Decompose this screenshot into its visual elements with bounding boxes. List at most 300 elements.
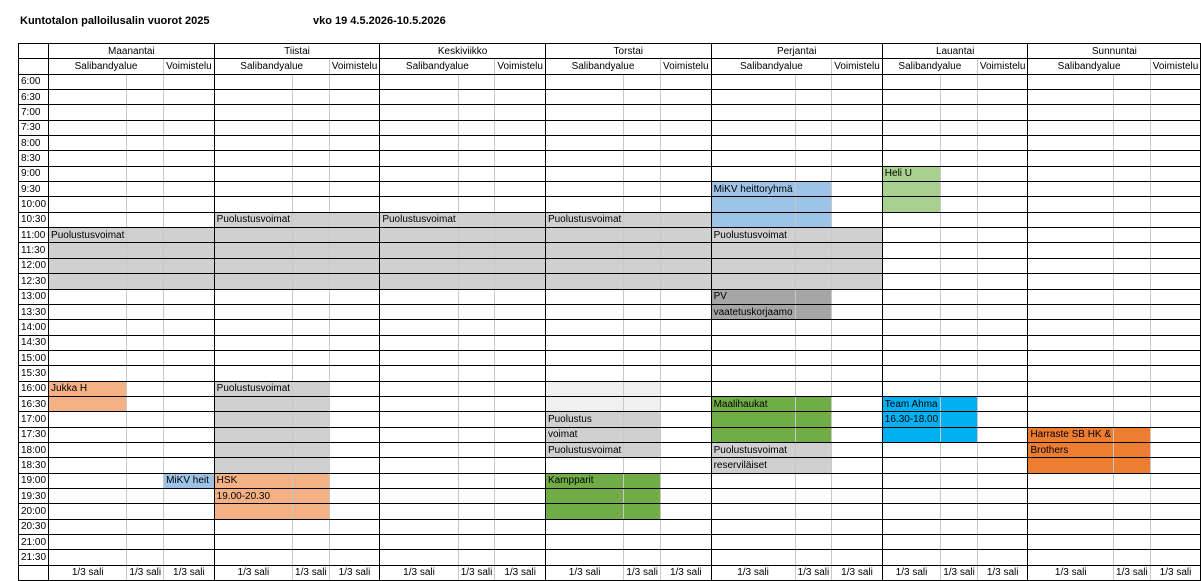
schedule-cell[interactable] bbox=[545, 550, 623, 565]
schedule-cell[interactable] bbox=[380, 304, 458, 319]
footer-capacity-cell[interactable]: 1/3 sali bbox=[214, 565, 292, 580]
schedule-cell[interactable] bbox=[661, 289, 712, 304]
schedule-cell[interactable] bbox=[293, 320, 330, 335]
booking-cell[interactable] bbox=[458, 243, 495, 258]
schedule-cell[interactable] bbox=[458, 136, 495, 151]
schedule-cell[interactable] bbox=[49, 366, 127, 381]
schedule-cell[interactable] bbox=[795, 136, 832, 151]
schedule-cell[interactable] bbox=[329, 442, 380, 457]
schedule-cell[interactable] bbox=[293, 519, 330, 534]
booking-cell[interactable] bbox=[214, 442, 292, 457]
schedule-cell[interactable] bbox=[1028, 166, 1114, 181]
schedule-cell[interactable] bbox=[941, 458, 978, 473]
schedule-cell[interactable] bbox=[49, 535, 127, 550]
schedule-cell[interactable] bbox=[164, 304, 215, 319]
schedule-cell[interactable] bbox=[329, 166, 380, 181]
schedule-cell[interactable] bbox=[977, 320, 1028, 335]
schedule-cell[interactable] bbox=[1114, 304, 1151, 319]
booking-cell[interactable] bbox=[293, 442, 330, 457]
schedule-cell[interactable] bbox=[661, 90, 712, 105]
booking-cell[interactable] bbox=[293, 488, 330, 503]
booking-cell[interactable] bbox=[545, 243, 623, 258]
schedule-cell[interactable] bbox=[49, 151, 127, 166]
booking-cell[interactable] bbox=[1114, 442, 1151, 457]
schedule-cell[interactable] bbox=[329, 335, 380, 350]
schedule-cell[interactable] bbox=[882, 289, 940, 304]
footer-capacity-cell[interactable]: 1/3 sali bbox=[545, 565, 623, 580]
schedule-cell[interactable] bbox=[127, 396, 164, 411]
booking-cell[interactable] bbox=[380, 228, 458, 243]
schedule-cell[interactable] bbox=[329, 366, 380, 381]
schedule-cell[interactable] bbox=[795, 366, 832, 381]
schedule-cell[interactable] bbox=[661, 458, 712, 473]
schedule-cell[interactable] bbox=[127, 442, 164, 457]
time-label[interactable]: 19:00 bbox=[19, 473, 49, 488]
schedule-cell[interactable] bbox=[127, 381, 164, 396]
schedule-cell[interactable] bbox=[795, 90, 832, 105]
schedule-cell[interactable] bbox=[795, 335, 832, 350]
schedule-cell[interactable] bbox=[977, 274, 1028, 289]
time-label[interactable]: 19:30 bbox=[19, 488, 49, 503]
schedule-cell[interactable] bbox=[164, 535, 215, 550]
schedule-cell[interactable] bbox=[832, 289, 883, 304]
booking-cell[interactable] bbox=[711, 304, 795, 319]
schedule-cell[interactable] bbox=[49, 442, 127, 457]
schedule-cell[interactable] bbox=[49, 458, 127, 473]
time-label[interactable]: 20:30 bbox=[19, 519, 49, 534]
schedule-cell[interactable] bbox=[164, 550, 215, 565]
schedule-cell[interactable] bbox=[941, 488, 978, 503]
schedule-cell[interactable] bbox=[495, 136, 546, 151]
schedule-cell[interactable] bbox=[1114, 335, 1151, 350]
schedule-cell[interactable] bbox=[832, 182, 883, 197]
schedule-cell[interactable] bbox=[458, 519, 495, 534]
day-header-6[interactable]: Sunnuntai bbox=[1028, 44, 1201, 59]
schedule-cell[interactable] bbox=[941, 304, 978, 319]
booking-cell[interactable] bbox=[711, 243, 795, 258]
schedule-cell[interactable] bbox=[380, 519, 458, 534]
booking-cell[interactable] bbox=[795, 304, 832, 319]
schedule-cell[interactable] bbox=[164, 396, 215, 411]
schedule-cell[interactable] bbox=[164, 90, 215, 105]
schedule-cell[interactable] bbox=[882, 366, 940, 381]
schedule-cell[interactable] bbox=[49, 473, 127, 488]
schedule-cell[interactable] bbox=[329, 304, 380, 319]
subheader-salibandy[interactable]: Salibandyalue bbox=[49, 59, 164, 74]
schedule-cell[interactable] bbox=[711, 105, 795, 120]
schedule-cell[interactable] bbox=[329, 504, 380, 519]
schedule-cell[interactable] bbox=[882, 274, 940, 289]
schedule-cell[interactable] bbox=[127, 535, 164, 550]
schedule-cell[interactable] bbox=[545, 335, 623, 350]
subheader-salibandy[interactable]: Salibandyalue bbox=[711, 59, 832, 74]
schedule-cell[interactable] bbox=[795, 166, 832, 181]
schedule-cell[interactable] bbox=[293, 289, 330, 304]
time-label[interactable]: 16:30 bbox=[19, 396, 49, 411]
schedule-cell[interactable] bbox=[380, 473, 458, 488]
schedule-cell[interactable] bbox=[941, 442, 978, 457]
schedule-cell[interactable] bbox=[1114, 182, 1151, 197]
schedule-cell[interactable] bbox=[380, 458, 458, 473]
schedule-cell[interactable] bbox=[164, 381, 215, 396]
schedule-cell[interactable] bbox=[941, 258, 978, 273]
footer-capacity-cell[interactable]: 1/3 sali bbox=[661, 565, 712, 580]
booking-cell[interactable] bbox=[545, 427, 623, 442]
schedule-cell[interactable] bbox=[495, 289, 546, 304]
schedule-cell[interactable] bbox=[832, 473, 883, 488]
schedule-cell[interactable] bbox=[458, 182, 495, 197]
schedule-cell[interactable] bbox=[977, 182, 1028, 197]
booking-cell[interactable] bbox=[214, 228, 292, 243]
time-label[interactable]: 8:30 bbox=[19, 151, 49, 166]
schedule-cell[interactable] bbox=[1028, 151, 1114, 166]
schedule-cell[interactable] bbox=[832, 212, 883, 227]
time-label[interactable]: 13:30 bbox=[19, 304, 49, 319]
schedule-cell[interactable] bbox=[941, 90, 978, 105]
schedule-cell[interactable] bbox=[624, 366, 661, 381]
schedule-cell[interactable] bbox=[1150, 442, 1201, 457]
schedule-cell[interactable] bbox=[1028, 243, 1114, 258]
schedule-cell[interactable] bbox=[329, 396, 380, 411]
schedule-cell[interactable] bbox=[458, 488, 495, 503]
schedule-cell[interactable] bbox=[214, 166, 292, 181]
schedule-cell[interactable] bbox=[624, 166, 661, 181]
booking-cell[interactable] bbox=[545, 228, 623, 243]
booking-cell[interactable] bbox=[495, 228, 546, 243]
schedule-cell[interactable] bbox=[1028, 258, 1114, 273]
subheader-salibandy[interactable]: Salibandyalue bbox=[380, 59, 495, 74]
schedule-cell[interactable] bbox=[380, 197, 458, 212]
time-label[interactable]: 11:00 bbox=[19, 228, 49, 243]
schedule-cell[interactable] bbox=[941, 504, 978, 519]
schedule-cell[interactable] bbox=[795, 350, 832, 365]
schedule-cell[interactable] bbox=[127, 350, 164, 365]
time-label[interactable]: 21:00 bbox=[19, 535, 49, 550]
schedule-cell[interactable] bbox=[495, 519, 546, 534]
schedule-cell[interactable] bbox=[882, 136, 940, 151]
booking-cell[interactable] bbox=[545, 412, 623, 427]
booking-cell[interactable] bbox=[795, 243, 832, 258]
schedule-cell[interactable] bbox=[49, 166, 127, 181]
schedule-cell[interactable] bbox=[661, 304, 712, 319]
schedule-cell[interactable] bbox=[127, 289, 164, 304]
schedule-cell[interactable] bbox=[545, 90, 623, 105]
schedule-cell[interactable] bbox=[329, 381, 380, 396]
schedule-cell[interactable] bbox=[458, 90, 495, 105]
schedule-cell[interactable] bbox=[832, 304, 883, 319]
booking-cell[interactable] bbox=[293, 458, 330, 473]
schedule-cell[interactable] bbox=[977, 151, 1028, 166]
booking-cell[interactable] bbox=[293, 258, 330, 273]
schedule-cell[interactable] bbox=[941, 151, 978, 166]
schedule-cell[interactable] bbox=[49, 120, 127, 135]
schedule-cell[interactable] bbox=[711, 366, 795, 381]
schedule-cell[interactable] bbox=[661, 427, 712, 442]
subheader-voimistelu[interactable]: Voimistelu bbox=[164, 59, 215, 74]
schedule-cell[interactable] bbox=[977, 442, 1028, 457]
booking-cell[interactable] bbox=[624, 381, 661, 396]
footer-capacity-cell[interactable]: 1/3 sali bbox=[293, 565, 330, 580]
booking-cell[interactable] bbox=[1114, 427, 1151, 442]
schedule-cell[interactable] bbox=[380, 396, 458, 411]
footer-capacity-cell[interactable]: 1/3 sali bbox=[458, 565, 495, 580]
schedule-cell[interactable] bbox=[1150, 105, 1201, 120]
schedule-cell[interactable] bbox=[545, 535, 623, 550]
footer-capacity-cell[interactable]: 1/3 sali bbox=[1150, 565, 1201, 580]
booking-cell[interactable] bbox=[458, 274, 495, 289]
booking-cell[interactable] bbox=[545, 442, 623, 457]
schedule-cell[interactable] bbox=[1028, 473, 1114, 488]
schedule-cell[interactable] bbox=[49, 488, 127, 503]
schedule-cell[interactable] bbox=[164, 320, 215, 335]
schedule-cell[interactable] bbox=[1028, 289, 1114, 304]
schedule-cell[interactable] bbox=[795, 550, 832, 565]
booking-cell[interactable] bbox=[329, 212, 380, 227]
schedule-cell[interactable] bbox=[832, 320, 883, 335]
schedule-cell[interactable] bbox=[941, 274, 978, 289]
schedule-cell[interactable] bbox=[1114, 550, 1151, 565]
schedule-cell[interactable] bbox=[127, 427, 164, 442]
booking-cell[interactable] bbox=[458, 228, 495, 243]
schedule-cell[interactable] bbox=[293, 105, 330, 120]
schedule-cell[interactable] bbox=[495, 350, 546, 365]
booking-cell[interactable] bbox=[495, 274, 546, 289]
booking-cell[interactable] bbox=[711, 258, 795, 273]
schedule-cell[interactable] bbox=[458, 105, 495, 120]
schedule-cell[interactable] bbox=[380, 120, 458, 135]
schedule-cell[interactable] bbox=[458, 304, 495, 319]
schedule-cell[interactable] bbox=[495, 535, 546, 550]
booking-cell[interactable] bbox=[214, 488, 292, 503]
schedule-cell[interactable] bbox=[832, 488, 883, 503]
schedule-cell[interactable] bbox=[545, 105, 623, 120]
schedule-cell[interactable] bbox=[164, 504, 215, 519]
schedule-cell[interactable] bbox=[293, 74, 330, 89]
schedule-cell[interactable] bbox=[127, 74, 164, 89]
schedule-cell[interactable] bbox=[214, 197, 292, 212]
booking-cell[interactable] bbox=[882, 427, 940, 442]
schedule-cell[interactable] bbox=[214, 289, 292, 304]
schedule-cell[interactable] bbox=[1114, 381, 1151, 396]
booking-cell[interactable] bbox=[214, 504, 292, 519]
booking-cell[interactable] bbox=[293, 412, 330, 427]
time-label[interactable]: 7:00 bbox=[19, 105, 49, 120]
schedule-cell[interactable] bbox=[164, 366, 215, 381]
schedule-cell[interactable] bbox=[661, 120, 712, 135]
schedule-cell[interactable] bbox=[49, 74, 127, 89]
booking-cell[interactable] bbox=[49, 381, 127, 396]
booking-cell[interactable] bbox=[1028, 427, 1114, 442]
schedule-cell[interactable] bbox=[624, 289, 661, 304]
schedule-cell[interactable] bbox=[624, 136, 661, 151]
schedule-cell[interactable] bbox=[49, 504, 127, 519]
schedule-cell[interactable] bbox=[882, 519, 940, 534]
schedule-cell[interactable] bbox=[49, 197, 127, 212]
schedule-cell[interactable] bbox=[495, 381, 546, 396]
schedule-cell[interactable] bbox=[795, 320, 832, 335]
schedule-cell[interactable] bbox=[458, 366, 495, 381]
schedule-cell[interactable] bbox=[1150, 166, 1201, 181]
time-label[interactable]: 7:30 bbox=[19, 120, 49, 135]
schedule-cell[interactable] bbox=[545, 366, 623, 381]
schedule-cell[interactable] bbox=[380, 442, 458, 457]
subheader-salibandy[interactable]: Salibandyalue bbox=[1028, 59, 1150, 74]
booking-cell[interactable] bbox=[624, 243, 661, 258]
schedule-cell[interactable] bbox=[495, 105, 546, 120]
booking-cell[interactable] bbox=[293, 473, 330, 488]
booking-cell[interactable] bbox=[164, 243, 215, 258]
schedule-cell[interactable] bbox=[1028, 396, 1114, 411]
booking-cell[interactable] bbox=[214, 258, 292, 273]
booking-cell[interactable] bbox=[624, 504, 661, 519]
booking-cell[interactable] bbox=[711, 197, 795, 212]
schedule-cell[interactable] bbox=[941, 535, 978, 550]
booking-cell[interactable] bbox=[711, 212, 795, 227]
booking-cell[interactable] bbox=[214, 412, 292, 427]
schedule-cell[interactable] bbox=[545, 166, 623, 181]
subheader-salibandy[interactable]: Salibandyalue bbox=[214, 59, 329, 74]
schedule-cell[interactable] bbox=[661, 412, 712, 427]
schedule-cell[interactable] bbox=[941, 136, 978, 151]
subheader-voimistelu[interactable]: Voimistelu bbox=[977, 59, 1028, 74]
schedule-cell[interactable] bbox=[127, 105, 164, 120]
schedule-cell[interactable] bbox=[1114, 289, 1151, 304]
schedule-cell[interactable] bbox=[977, 136, 1028, 151]
schedule-cell[interactable] bbox=[795, 120, 832, 135]
subheader-voimistelu[interactable]: Voimistelu bbox=[1150, 59, 1201, 74]
time-label[interactable]: 9:00 bbox=[19, 166, 49, 181]
schedule-cell[interactable] bbox=[380, 289, 458, 304]
schedule-cell[interactable] bbox=[1114, 151, 1151, 166]
schedule-cell[interactable] bbox=[127, 412, 164, 427]
booking-cell[interactable] bbox=[832, 258, 883, 273]
schedule-cell[interactable] bbox=[711, 550, 795, 565]
schedule-cell[interactable] bbox=[711, 320, 795, 335]
schedule-cell[interactable] bbox=[495, 442, 546, 457]
schedule-cell[interactable] bbox=[977, 381, 1028, 396]
schedule-cell[interactable] bbox=[329, 74, 380, 89]
schedule-cell[interactable] bbox=[941, 320, 978, 335]
schedule-cell[interactable] bbox=[380, 350, 458, 365]
schedule-cell[interactable] bbox=[795, 535, 832, 550]
footer-capacity-cell[interactable]: 1/3 sali bbox=[1028, 565, 1114, 580]
booking-cell[interactable] bbox=[380, 212, 458, 227]
schedule-cell[interactable] bbox=[711, 381, 795, 396]
schedule-cell[interactable] bbox=[545, 151, 623, 166]
schedule-cell[interactable] bbox=[711, 350, 795, 365]
booking-cell[interactable] bbox=[661, 258, 712, 273]
schedule-cell[interactable] bbox=[1028, 274, 1114, 289]
footer-capacity-cell[interactable]: 1/3 sali bbox=[495, 565, 546, 580]
booking-cell[interactable] bbox=[661, 243, 712, 258]
booking-cell[interactable] bbox=[495, 258, 546, 273]
footer-capacity-cell[interactable]: 1/3 sali bbox=[711, 565, 795, 580]
booking-cell[interactable] bbox=[832, 243, 883, 258]
schedule-cell[interactable] bbox=[977, 258, 1028, 273]
schedule-cell[interactable] bbox=[1150, 151, 1201, 166]
schedule-cell[interactable] bbox=[977, 550, 1028, 565]
schedule-cell[interactable] bbox=[832, 458, 883, 473]
schedule-cell[interactable] bbox=[1028, 120, 1114, 135]
schedule-cell[interactable] bbox=[329, 90, 380, 105]
schedule-cell[interactable] bbox=[1150, 304, 1201, 319]
schedule-cell[interactable] bbox=[458, 320, 495, 335]
time-label[interactable]: 13:00 bbox=[19, 289, 49, 304]
schedule-cell[interactable] bbox=[380, 182, 458, 197]
booking-cell[interactable] bbox=[624, 412, 661, 427]
schedule-cell[interactable] bbox=[127, 136, 164, 151]
schedule-cell[interactable] bbox=[1150, 182, 1201, 197]
booking-cell[interactable] bbox=[624, 274, 661, 289]
schedule-cell[interactable] bbox=[941, 243, 978, 258]
schedule-cell[interactable] bbox=[832, 427, 883, 442]
schedule-cell[interactable] bbox=[832, 120, 883, 135]
schedule-cell[interactable] bbox=[661, 396, 712, 411]
schedule-cell[interactable] bbox=[1028, 136, 1114, 151]
schedule-cell[interactable] bbox=[941, 105, 978, 120]
schedule-cell[interactable] bbox=[49, 519, 127, 534]
schedule-cell[interactable] bbox=[832, 350, 883, 365]
schedule-cell[interactable] bbox=[458, 535, 495, 550]
schedule-cell[interactable] bbox=[832, 442, 883, 457]
schedule-cell[interactable] bbox=[1150, 396, 1201, 411]
schedule-cell[interactable] bbox=[164, 197, 215, 212]
schedule-cell[interactable] bbox=[329, 427, 380, 442]
schedule-cell[interactable] bbox=[329, 197, 380, 212]
schedule-cell[interactable] bbox=[977, 228, 1028, 243]
schedule-cell[interactable] bbox=[711, 504, 795, 519]
schedule-cell[interactable] bbox=[977, 519, 1028, 534]
schedule-cell[interactable] bbox=[293, 304, 330, 319]
schedule-cell[interactable] bbox=[832, 535, 883, 550]
schedule-cell[interactable] bbox=[495, 504, 546, 519]
booking-cell[interactable] bbox=[293, 228, 330, 243]
schedule-cell[interactable] bbox=[164, 335, 215, 350]
schedule-cell[interactable] bbox=[882, 473, 940, 488]
schedule-cell[interactable] bbox=[1028, 105, 1114, 120]
schedule-cell[interactable] bbox=[458, 504, 495, 519]
booking-cell[interactable] bbox=[661, 274, 712, 289]
booking-cell[interactable] bbox=[711, 289, 795, 304]
schedule-cell[interactable] bbox=[1114, 258, 1151, 273]
schedule-cell[interactable] bbox=[293, 120, 330, 135]
schedule-cell[interactable] bbox=[882, 74, 940, 89]
schedule-cell[interactable] bbox=[1150, 535, 1201, 550]
schedule-cell[interactable] bbox=[380, 504, 458, 519]
schedule-cell[interactable] bbox=[1150, 412, 1201, 427]
booking-cell[interactable] bbox=[293, 212, 330, 227]
schedule-cell[interactable] bbox=[711, 136, 795, 151]
schedule-cell[interactable] bbox=[1114, 519, 1151, 534]
schedule-cell[interactable] bbox=[495, 488, 546, 503]
schedule-cell[interactable] bbox=[941, 350, 978, 365]
schedule-cell[interactable] bbox=[164, 350, 215, 365]
schedule-cell[interactable] bbox=[545, 182, 623, 197]
schedule-cell[interactable] bbox=[661, 473, 712, 488]
schedule-cell[interactable] bbox=[977, 412, 1028, 427]
booking-cell[interactable] bbox=[214, 427, 292, 442]
schedule-cell[interactable] bbox=[1150, 274, 1201, 289]
booking-cell[interactable] bbox=[795, 182, 832, 197]
schedule-cell[interactable] bbox=[882, 442, 940, 457]
schedule-cell[interactable] bbox=[545, 289, 623, 304]
schedule-cell[interactable] bbox=[495, 151, 546, 166]
schedule-cell[interactable] bbox=[1114, 136, 1151, 151]
schedule-cell[interactable] bbox=[329, 412, 380, 427]
schedule-cell[interactable] bbox=[1150, 381, 1201, 396]
subheader-voimistelu[interactable]: Voimistelu bbox=[329, 59, 380, 74]
schedule-cell[interactable] bbox=[1150, 366, 1201, 381]
